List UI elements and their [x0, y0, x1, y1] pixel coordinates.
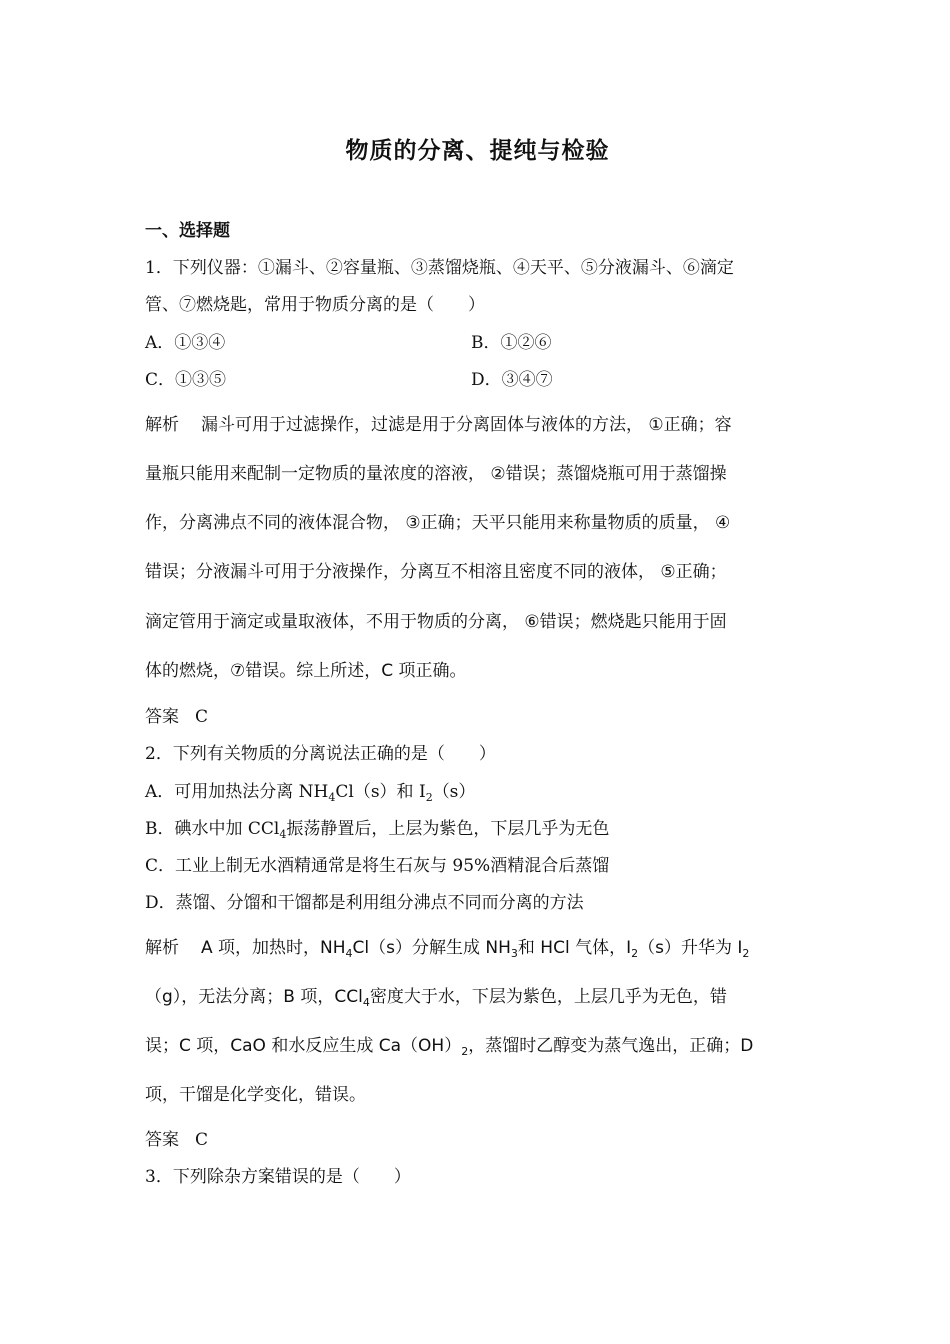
- q2-option-a: A．可用加热法分离 $NH_4Cl(s)$和 $I_2(s)$: [145, 782, 476, 804]
- q1-solution-text1: 漏斗可用于过滤操作，过滤是用于分离固体与液体的方法， ①正确；容: [201, 415, 732, 435]
- q2-option-c: C．工业上制无水酒精通常是将生石灰与 95%酒精混合后蒸馏: [145, 856, 610, 876]
- q1-stem-line2: 管、⑦燃烧匙，常用于物质分离的是（ ）: [145, 295, 485, 315]
- q1-option-d: D．③④⑦: [471, 370, 553, 390]
- section-heading: 一、选择题: [145, 221, 230, 241]
- q1-solution-label: 解析: [145, 415, 179, 435]
- q3-stem: 3．下列除杂方案错误的是（ ）: [145, 1167, 411, 1187]
- q2-solution-line2: （g），无法分离；B 项，CCl$_4$密度大于水，下层为紫色，上层几乎为无色，错: [145, 987, 727, 1009]
- q1-answer-label: 答案: [145, 707, 179, 727]
- q2-option-d: D．蒸馏、分馏和干馏都是利用组分沸点不同而分离的方法: [145, 893, 584, 913]
- page-title: 物质的分离、提纯与检验: [345, 138, 610, 164]
- q2-solution-line4: 项，干馏是化学变化，错误。: [145, 1085, 366, 1105]
- q1-solution-line6: 体的燃烧，⑦错误。综上所述，C 项正确。: [145, 661, 467, 681]
- q2-answer-value: C: [195, 1130, 209, 1150]
- q1-stem-line1: 1．下列仪器：①漏斗、②容量瓶、③蒸馏烧瓶、④天平、⑤分液漏斗、⑥滴定: [145, 258, 734, 278]
- q1-solution-line3: 作，分离沸点不同的液体混合物， ③正确；天平只能用来称量物质的质量， ④: [145, 513, 731, 533]
- q2-solution-line3: 误；C 项，CaO 和水反应生成 $Ca(OH)_2$，蒸馏时乙醇变为蒸气逸出，正确；D: [145, 1036, 754, 1058]
- q1-solution-line2: 量瓶只能用来配制一定物质的量浓度的溶液， ②错误；蒸馏烧瓶可用于蒸馏操: [145, 464, 727, 484]
- q1-option-a: A．①③④: [145, 333, 226, 353]
- q1-option-b: B．①②⑥: [471, 333, 552, 353]
- q2-option-b: B．碘水中加 CCl$_4$振荡静置后，上层为紫色，下层几乎为无色: [145, 819, 610, 841]
- q1-option-c: C．①③⑤: [145, 370, 227, 390]
- q2-answer-label: 答案: [145, 1130, 179, 1150]
- q2-answer: [145, 1128, 208, 1152]
- q1-solution-line4: 错误；分液漏斗可用于分液操作，分离互不相溶且密度不同的液体， ⑤正确；: [145, 562, 727, 582]
- q2-solution-line1: 解析 A 项，加热时，$NH_4Cl(s)$分解生成 $NH_3$和 HCl 气体，$I_2(s)$升华为 $I_2$: [145, 938, 750, 960]
- q2-stem: 2．下列有关物质的分离说法正确的是（ ）: [145, 744, 496, 764]
- q1-solution-line5: 滴定管用于滴定或量取液体，不用于物质的分离， ⑥错误；燃烧匙只能用于固: [145, 612, 727, 632]
- q1-answer: [145, 705, 208, 729]
- q2-solution-label: 解析: [145, 938, 179, 958]
- q1-answer-value: C: [195, 707, 209, 727]
- q1-solution-line1: [145, 413, 732, 437]
